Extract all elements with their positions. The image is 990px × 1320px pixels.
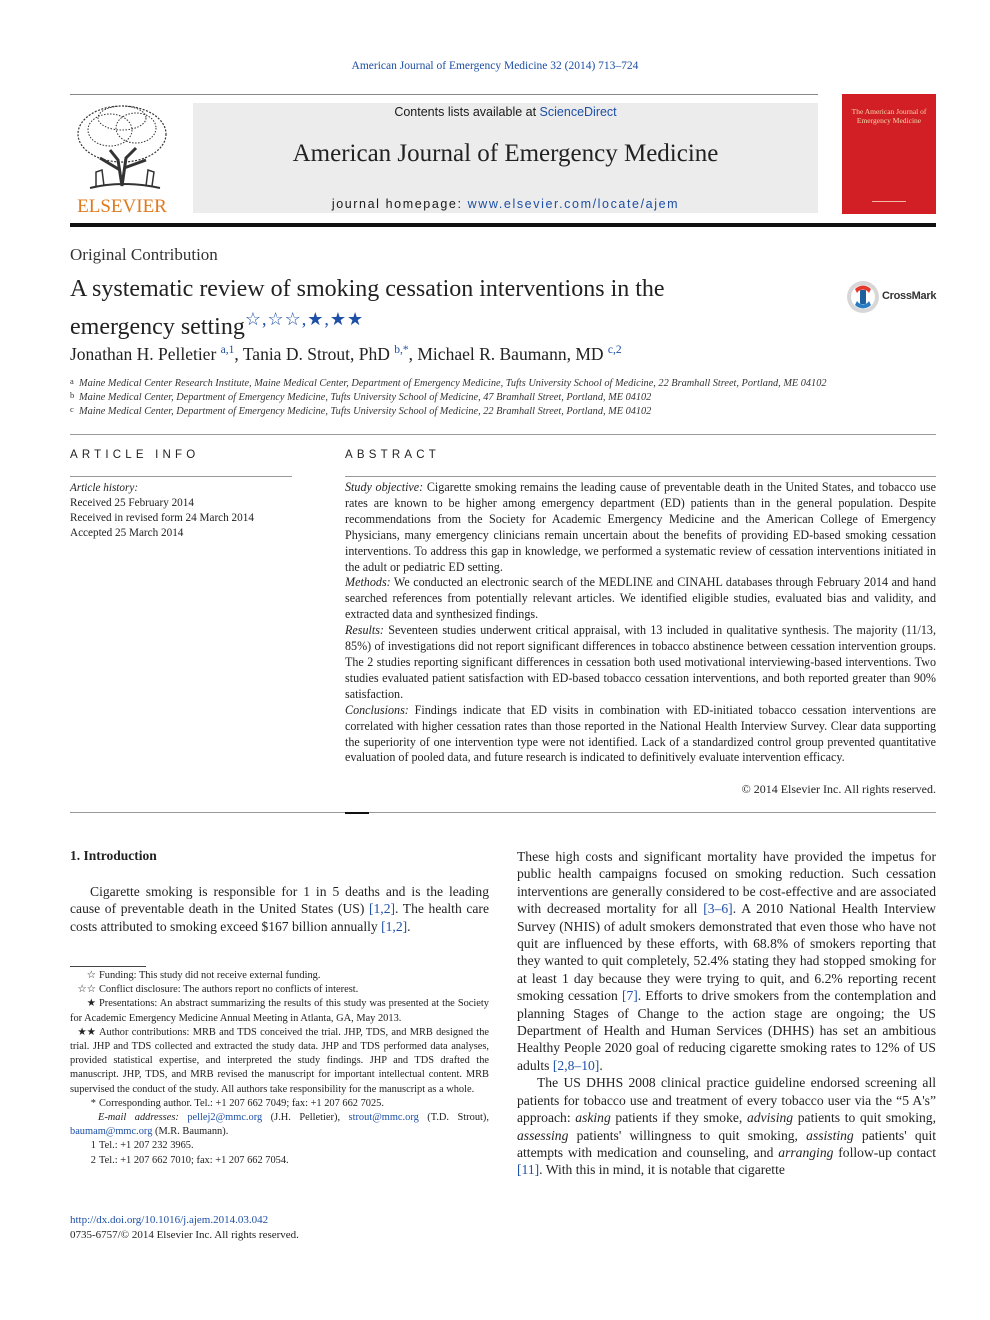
email-link[interactable]: baumam@mmc.org xyxy=(70,1126,153,1138)
abstract-paragraph: Methods: We conducted an electronic search of the MEDLINE and CINAHL databases through February 2014 and hand searched references from potentially relevant articles. We identified eligible studies, evaluated bias and validity, and extracted data and synthesized findings. xyxy=(345,575,936,622)
author-name: Michael R. Baumann, MD xyxy=(417,344,604,364)
history-label: Article history: xyxy=(70,482,139,494)
abstract-paragraph: Results: Seventeen studies underwent critical appraisal, with 13 included in qualitative synthesis. The majority (11/13, 85%) of investigations did not report significant differences in tobacco abstinence between cessation intervention groups. The 2 studies reporting significant differences in cessation both used motivational interviewing-based interventions. Two studies evaluated patient satisfaction with ED-based tobacco cessation interventions, and both reported greater than 90% satisfaction. xyxy=(345,623,936,701)
abstract-heading: ABSTRACT xyxy=(345,449,440,461)
article-info-rule xyxy=(70,476,292,477)
author-affiliation-marker[interactable]: a,1 xyxy=(220,344,235,356)
author-name: Tania D. Strout, PhD xyxy=(242,344,390,364)
reference-link[interactable]: [7] xyxy=(621,988,638,1004)
elsevier-logo xyxy=(70,100,174,215)
footnotes xyxy=(70,969,489,1168)
footnote: * Corresponding author. Tel.: +1 207 662 7049; fax: +1 207 662 7025. xyxy=(90,1097,384,1109)
footnote: ★ Presentations: An abstract summarizing the results of this study was presented at the Society for Academic Emergency Medicine Annual Meeting in Atlanta, GA, May 2013. xyxy=(70,998,489,1024)
history-item: Received 25 February 2014 xyxy=(70,497,194,509)
doi-link[interactable]: http://dx.doi.org/10.1016/j.ajem.2014.03.042 xyxy=(70,1214,269,1226)
author-name: Jonathan H. Pelletier xyxy=(70,344,217,364)
affiliation: a Maine Medical Center Research Institute, Maine Medical Center, Department of Emergency Medicine, Tufts University School of Medicine, 22 Bramhall Street, Portland, ME 04102 xyxy=(70,376,827,389)
abstract-copyright: © 2014 Elsevier Inc. All rights reserved. xyxy=(741,782,936,796)
footnote-emails: E-mail addresses: pellej2@mmc.org (J.H. Pelletier), strout@mmc.org (T.D. Strout), baumam@mmc.org (M.R. Baumann). xyxy=(70,1112,489,1138)
section-rule xyxy=(70,434,936,435)
journal-cover[interactable] xyxy=(842,94,936,214)
introduction-heading: 1. Introduction xyxy=(70,848,157,863)
reference-link[interactable]: [2,8–10] xyxy=(552,1057,600,1073)
abstract-body xyxy=(345,480,936,766)
author-affiliation-marker[interactable]: c,2 xyxy=(607,344,622,356)
sciencedirect-link[interactable]: ScienceDirect xyxy=(539,105,617,119)
contents-line: Contents lists available at ScienceDirect xyxy=(394,105,617,119)
article-history xyxy=(70,481,254,541)
crossmark-label: CrossMark xyxy=(882,290,937,302)
journal-name: American Journal of Emergency Medicine xyxy=(292,140,719,167)
author-affiliation-marker[interactable]: b,* xyxy=(394,344,409,356)
reference-link[interactable]: [11] xyxy=(517,1162,540,1178)
reference-link[interactable]: [1,2] xyxy=(368,901,396,917)
footnote: ☆ Funding: This study did not receive external funding. xyxy=(86,970,321,981)
crossmark-icon xyxy=(846,280,880,314)
article-info-heading: ARTICLE INFO xyxy=(70,449,200,461)
tree-icon xyxy=(70,100,174,215)
footnote: ☆☆ Conflict disclosure: The authors report no conflicts of interest. xyxy=(77,984,359,996)
affiliation: c Maine Medical Center, Department of Emergency Medicine, Tufts University School of Medicine, 22 Bramhall Street, Portland, ME 04102 xyxy=(70,404,652,417)
body-paragraph: The US DHHS 2008 clinical practice guideline endorsed screening all patients for tobacco use and treatment of every tobacco user via the “5 A's” approach: asking patients if they smoke, advising patients to quit smoking, assessing patients' willingness to quit smoking, assisting patients' quit attempts with medication and counseling, and arranging follow-up contact [11]. With this in mind, it is notable that cigarette xyxy=(517,1075,936,1178)
article-title: A systematic review of smoking cessation interventions in the emergency setting☆,☆☆,★,★★ xyxy=(70,276,665,340)
header-divider xyxy=(70,223,936,227)
abstract-rule xyxy=(345,476,936,477)
email-link[interactable]: strout@mmc.org xyxy=(348,1112,419,1124)
history-item: Received in revised form 24 March 2014 xyxy=(70,512,254,524)
abstract-bottom-rule xyxy=(70,812,936,813)
cover-rule xyxy=(872,201,906,202)
reference-link[interactable]: [3–6] xyxy=(703,901,733,917)
cover-title: The American Journal of Emergency Medicine xyxy=(851,107,927,125)
history-item: Accepted 25 March 2014 xyxy=(70,527,184,539)
email-link[interactable]: pellej2@mmc.org xyxy=(187,1112,263,1124)
introduction-paragraph: Cigarette smoking is responsible for 1 in 5 deaths and is the leading cause of preventable death in the United States (US) [1,2]. The health care costs attributed to smoking exceed $167 billion annually [1,2]. xyxy=(70,884,489,934)
elsevier-wordmark: ELSEVIER xyxy=(77,196,167,215)
abstract-paragraph: Study objective: Cigarette smoking remains the leading cause of preventable death in the United States, and tobacco use rates are known to be higher among emergency department (ED) patients than in the general population. Despite recommendations from the Society for Academic Emergency Medicine and the American College of Emergency Physicians, many emergency clinicians remain uncertain about the benefits of providing ED-based smoking cessation interventions. To address this gap in knowledge, we performed a systematic review of cessation interventions initiated in the adult or pediatric ED setting. xyxy=(345,480,936,574)
author-list: Jonathan H. Pelletier $^{a,1}$, Tania D. Strout, PhD $^{b,*}$, Michael R. Baumann, MD $^{c,2}$ xyxy=(70,344,622,364)
homepage-link[interactable]: www.elsevier.com/locate/ajem xyxy=(467,197,680,211)
right-column-body xyxy=(517,848,936,1179)
footnote-rule xyxy=(70,966,146,967)
crossmark-badge[interactable] xyxy=(846,280,941,316)
header-rule xyxy=(70,94,818,95)
issn-copyright: 0735-6757/© 2014 Elsevier Inc. All rights reserved. xyxy=(70,1229,299,1241)
body-paragraph: These high costs and significant mortality have provided the impetus for public health campaigns focused on smoking reduction. Such cessation interventions are generally considered to be cost-effective and are associated with decreased mortality for all [3–6]. A 2010 National Health Interview Survey (NHIS) of adult smokers demonstrated that even those who have not quit are influenced by these efforts, with 68.8% of smokers reporting that they wanted to quit completely, 52.4% stating they had stopped smoking for at least 1 day because they were trying to quit, and 6.2% reporting recent smoking cessation [7]. Efforts to drive smokers from the contemplation and planning Stages of Change to the action stage are ongoing; the US Department of Health and Human Services (DHHS) has set an ambitious Healthy People 2020 goal of reducing cigarette smoking rates to 12% of US adults [2,8–10]. xyxy=(517,849,936,1073)
reference-link[interactable]: [1,2] xyxy=(381,918,408,934)
footnote: ★★ Author contributions: MRB and TDS conceived the trial. JHP, TDS, and MRB designed the trial. JHP and TDS collected and extracted the study data. JHP and TDS performed data analyses, provided statistical expertise, and interpreted the study findings. JHP and TDS drafted the manuscript. JHP, TDS, and MRB revised the manuscript for important intellectual content. MRB supervised the conduct of the study. All authors take responsibility for the manuscript as a whole. xyxy=(70,1026,489,1095)
abstract-paragraph: Conclusions: Findings indicate that ED visits in combination with ED-initiated tobacco cessation interventions are correlated with higher cessation rates than those reported in the National Health Interview Survey. Clear data supporting the superiority of one intervention type were not identified. Lack of a standardized control group prevented quantitative evaluation of pooled data, and future research is indicated to definitively evaluate intervention efficacy. xyxy=(345,702,936,765)
abstract-rule-mark xyxy=(345,812,369,814)
footnote: 1 Tel.: +1 207 232 3965. xyxy=(90,1140,194,1152)
section-type: Original Contribution xyxy=(70,245,218,264)
footnote: 2 Tel.: +1 207 662 7010; fax: +1 207 662 7054. xyxy=(90,1154,289,1166)
affiliation: b Maine Medical Center, Department of Emergency Medicine, Tufts University School of Medicine, 47 Bramhall Street, Portland, ME 04102 xyxy=(70,390,652,403)
journal-homepage: journal homepage: www.elsevier.com/locate/ajem xyxy=(331,197,680,211)
title-footnote-stars[interactable]: ☆,☆☆,★,★★ xyxy=(244,309,365,329)
journal-citation[interactable]: American Journal of Emergency Medicine 32 (2014) 713–724 xyxy=(351,60,639,72)
